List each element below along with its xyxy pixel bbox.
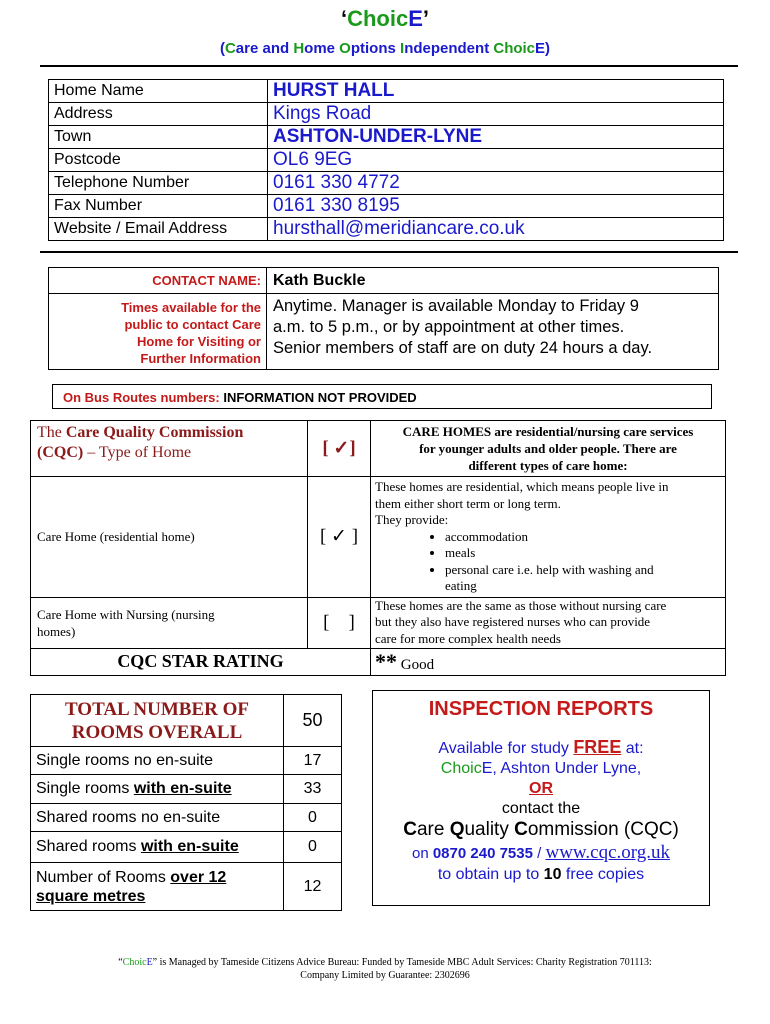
subtitle-part: ome xyxy=(304,40,340,57)
table-row xyxy=(31,804,342,832)
inspection-contact-the: contact the xyxy=(501,800,581,817)
inspection-text: Available for study xyxy=(438,740,574,757)
footer-text: Choic xyxy=(122,957,147,968)
footer-text: is Managed by Tameside Citizens Advice Bureau: Funded by Tameside MBC Adult Services: Charity Registration 701113: xyxy=(157,957,652,968)
cqc-type-table xyxy=(30,420,726,676)
title-e: E xyxy=(408,6,423,31)
total-rooms-label-line: TOTAL NUMBER OF xyxy=(64,698,250,720)
cqc-letter: C xyxy=(403,819,417,840)
table-row xyxy=(31,863,342,911)
home-details-table xyxy=(48,79,724,241)
subtitle-part: ( xyxy=(219,40,225,57)
provisions-list xyxy=(375,529,721,595)
residential-tick: [ ✓ ] xyxy=(308,477,371,598)
nursing-desc-line: care for more complex health needs xyxy=(375,630,561,646)
inspection-text: at: xyxy=(621,740,644,757)
nursing-tick: [ ] xyxy=(308,597,371,648)
times-label-line: Home for Visiting or xyxy=(137,334,261,349)
room-count: 12 xyxy=(284,863,342,911)
star-rating-word: Good xyxy=(397,656,435,673)
cqc-header-part: (CQC) xyxy=(37,444,84,461)
residential-label: Care Home (residential home) xyxy=(31,477,308,598)
room-type-text: Number of Rooms xyxy=(36,868,171,886)
cqc-desc-line: for younger adults and older people. There are xyxy=(419,441,677,456)
room-type-label xyxy=(31,832,284,863)
footer-text: ” xyxy=(152,957,158,968)
cqc-text: are xyxy=(416,819,450,840)
free-emphasis: FREE xyxy=(573,737,622,757)
detail-row xyxy=(49,103,724,126)
footer-text: “ xyxy=(118,957,123,968)
cqc-text: uality xyxy=(464,819,515,840)
detail-row xyxy=(49,149,724,172)
list-item: • accommodation xyxy=(445,529,721,546)
nursing-desc-line: These homes are the same as those without nursing care xyxy=(375,597,667,613)
room-type-text: Single rooms no en-suite xyxy=(36,751,213,769)
footer xyxy=(60,956,710,982)
nursing-label xyxy=(31,597,308,648)
divider xyxy=(40,65,738,67)
list-item: • personal care i.e. help with washing and xyxy=(445,562,721,579)
times-label xyxy=(49,294,267,370)
total-rooms-label xyxy=(31,695,284,747)
room-type-text: Single rooms xyxy=(36,780,134,797)
footer-text: E xyxy=(146,957,153,968)
times-label-line: Times available for the xyxy=(121,300,261,315)
detail-row xyxy=(49,195,724,218)
or-text: OR xyxy=(529,780,553,797)
room-type-text: Shared rooms no en-suite xyxy=(36,808,221,826)
inspection-line-2 xyxy=(373,759,709,779)
times-value-line: a.m. to 5 p.m., or by appointment at other times. xyxy=(273,318,625,336)
fax-value: 0161 330 8195 xyxy=(268,195,724,218)
copies-number: 10 xyxy=(543,866,562,883)
home-name-value: HURST HALL xyxy=(268,80,724,103)
inspection-line-1 xyxy=(373,737,709,759)
subtitle-part: H xyxy=(293,40,305,57)
total-rooms-label-line: ROOMS OVERALL xyxy=(71,721,243,743)
cqc-text: ommission (CQC) xyxy=(527,819,679,840)
detail-label: Address xyxy=(49,103,268,126)
times-label-line: public to contact Care xyxy=(124,317,261,332)
contact-table xyxy=(48,267,719,370)
footer-line-1 xyxy=(60,956,710,969)
subtitle-part: ndependent xyxy=(404,40,494,57)
cqc-header-desc xyxy=(371,421,726,477)
inspection-text: to obtain up to xyxy=(437,866,544,883)
cqc-desc-line: CARE HOMES are residential/nursing care services xyxy=(402,424,694,439)
detail-label: Telephone Number xyxy=(49,172,268,195)
inspection-text: Choic xyxy=(440,760,482,777)
inspection-or xyxy=(373,779,709,799)
star-rating-value xyxy=(371,648,726,675)
inspection-copies-line xyxy=(373,865,709,885)
room-type-label xyxy=(31,747,284,775)
nursing-label-line: Care Home with Nursing (nursing xyxy=(37,606,215,622)
address-value: Kings Road xyxy=(268,103,724,126)
subtitle-part: C xyxy=(224,40,236,57)
inspection-text: free copies xyxy=(561,866,645,883)
room-type-emphasis: over 12 xyxy=(170,868,227,886)
detail-row xyxy=(49,126,724,149)
nursing-desc-line: but they also have registered nurses who can provide xyxy=(375,614,651,629)
room-type-emphasis: with en-suite xyxy=(133,780,232,797)
cqc-letter: C xyxy=(514,819,528,840)
detail-row xyxy=(49,172,724,195)
table-row xyxy=(31,775,342,804)
page-subtitle xyxy=(0,40,770,57)
star-rating-stars: ** xyxy=(375,648,397,674)
room-type-label xyxy=(31,863,284,911)
detail-label: Website / Email Address xyxy=(49,218,268,241)
times-label-line: Further Information xyxy=(140,351,261,366)
table-row xyxy=(31,832,342,863)
detail-row xyxy=(49,218,724,241)
telephone-value: 0161 330 4772 xyxy=(268,172,724,195)
cqc-header-tick: [ ✓] xyxy=(308,421,371,477)
subtitle-part: ptions xyxy=(350,40,401,57)
bus-routes xyxy=(52,384,712,409)
subtitle-part: Choic xyxy=(493,40,536,57)
cqc-phone: 0870 240 7535 xyxy=(432,845,533,862)
divider xyxy=(40,251,738,253)
cqc-desc-line: different types of care home: xyxy=(468,458,628,473)
residential-desc-line: These homes are residential, which means people live in xyxy=(375,479,669,494)
room-type-text: Shared rooms xyxy=(36,838,141,855)
times-value-line: Senior members of staff are on duty 24 hours a day. xyxy=(273,339,653,357)
subtitle-part: are and xyxy=(235,40,294,57)
title-choic: Choic xyxy=(347,6,409,31)
list-item: • meals xyxy=(445,545,721,562)
residential-desc-line: They provide: xyxy=(375,512,449,527)
inspection-text: E xyxy=(481,760,493,777)
page-title xyxy=(0,6,770,32)
detail-label: Town xyxy=(49,126,268,149)
detail-row xyxy=(49,80,724,103)
table-row xyxy=(31,747,342,775)
detail-label: Fax Number xyxy=(49,195,268,218)
residential-desc-line: them either short term or long term. xyxy=(375,495,561,511)
room-type-emphasis: with en-suite xyxy=(140,838,239,855)
inspection-cqc-name xyxy=(373,818,709,842)
times-value xyxy=(267,294,719,370)
website-email-link[interactable]: hursthall@meridiancare.co.uk xyxy=(268,218,724,241)
list-item: eating xyxy=(445,578,477,593)
room-count: 0 xyxy=(284,832,342,863)
detail-label: Home Name xyxy=(49,80,268,103)
inspection-text: / xyxy=(532,845,546,862)
subtitle-part: I xyxy=(400,40,405,57)
nursing-desc xyxy=(371,597,726,648)
footer-line-2: Company Limited by Guarantee: 2302696 xyxy=(300,970,470,981)
inspection-text: on xyxy=(411,845,433,862)
total-rooms-value: 50 xyxy=(284,695,342,747)
room-count: 17 xyxy=(284,747,342,775)
title-quote-open: ‘ xyxy=(340,6,348,31)
contact-name-label: CONTACT NAME: xyxy=(49,268,267,294)
inspection-text: , Ashton Under Lyne, xyxy=(492,760,642,777)
cqc-letter: Q xyxy=(449,819,465,840)
inspection-phone-line xyxy=(373,842,709,865)
room-type-label xyxy=(31,804,284,832)
residential-desc xyxy=(371,477,726,598)
title-quote-close: ’ xyxy=(422,6,430,31)
room-count: 0 xyxy=(284,804,342,832)
room-type-label xyxy=(31,775,284,804)
subtitle-part: E xyxy=(535,40,546,57)
subtitle-part: ) xyxy=(545,40,551,57)
contact-name-value: Kath Buckle xyxy=(267,268,719,294)
nursing-label-line: homes) xyxy=(37,623,76,639)
star-rating-label: CQC STAR RATING xyxy=(31,648,371,675)
times-value-line: Anytime. Manager is available Monday to Friday 9 xyxy=(273,297,639,315)
bus-routes-value: INFORMATION NOT PROVIDED xyxy=(223,390,417,405)
room-type-emphasis: square metres xyxy=(36,887,146,905)
room-count: 33 xyxy=(284,775,342,804)
town-value: ASHTON-UNDER-LYNE xyxy=(268,126,724,149)
bus-routes-label: On Bus Routes numbers: xyxy=(63,390,224,405)
inspection-reports-box xyxy=(372,690,710,906)
inspection-title: INSPECTION REPORTS xyxy=(428,698,654,720)
subtitle-part: O xyxy=(339,40,351,57)
cqc-website-link[interactable]: www.cqc.org.uk xyxy=(545,842,670,863)
detail-label: Postcode xyxy=(49,149,268,172)
cqc-header-part: – Type of Home xyxy=(83,444,192,461)
postcode-value: OL6 9EG xyxy=(268,149,724,172)
cqc-header-part: The xyxy=(37,424,66,441)
rooms-table xyxy=(30,694,342,911)
cqc-header-part: Care Quality Commission xyxy=(65,424,244,441)
cqc-header xyxy=(31,421,308,477)
